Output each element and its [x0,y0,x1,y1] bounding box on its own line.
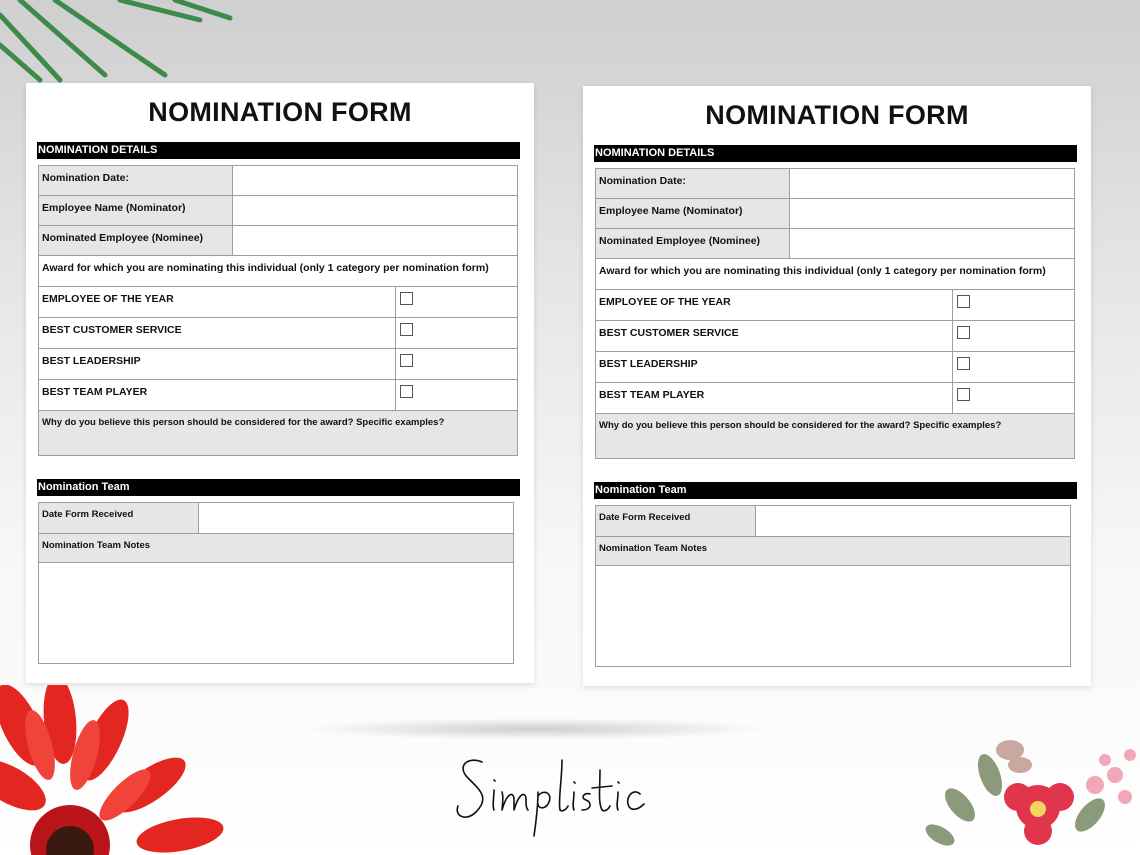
simplistic-script-logo [450,740,650,840]
form-title: NOMINATION FORM [148,97,412,127]
category-label: BEST TEAM PLAYER [595,382,953,414]
team-notes-label: Nomination Team Notes [38,533,514,563]
category-checkbox-cell [395,317,518,349]
date-received-label: Date Form Received [38,502,199,534]
category-label: BEST CUSTOMER SERVICE [595,320,953,352]
checkbox[interactable] [957,388,970,401]
checkbox[interactable] [957,326,970,339]
nomination-date-label: Nomination Date: [595,168,790,199]
category-label: BEST LEADERSHIP [595,351,953,383]
date-received-field[interactable] [755,505,1071,537]
checkbox[interactable] [957,357,970,370]
section-header-nomination-team: Nomination Team [594,482,1077,499]
category-label: BEST LEADERSHIP [38,348,396,380]
category-checkbox-cell [952,320,1075,352]
award-instruction: Award for which you are nominating this individual (only 1 category per nomination form) [38,255,518,287]
nominee-label: Nominated Employee (Nominee) [595,228,790,259]
category-label: BEST CUSTOMER SERVICE [38,317,396,349]
section-header-nomination-details: NOMINATION DETAILS [594,145,1077,162]
checkbox[interactable] [400,292,413,305]
nominator-field[interactable] [789,198,1075,229]
nominee-field[interactable] [789,228,1075,259]
nominator-field[interactable] [232,195,518,226]
category-checkbox-cell [395,379,518,411]
team-notes-label: Nomination Team Notes [595,536,1071,566]
checkbox[interactable] [400,354,413,367]
nominator-label: Employee Name (Nominator) [595,198,790,229]
nominator-label: Employee Name (Nominator) [38,195,233,226]
date-received-field[interactable] [198,502,514,534]
team-notes-field[interactable] [38,562,514,664]
checkbox[interactable] [957,295,970,308]
pink-flower-decoration [920,735,1140,855]
nominee-field[interactable] [232,225,518,256]
category-label: EMPLOYEE OF THE YEAR [38,286,396,318]
category-label: BEST TEAM PLAYER [38,379,396,411]
nomination-date-field[interactable] [789,168,1075,199]
checkbox[interactable] [400,323,413,336]
why-label: Why do you believe this person should be considered for the award? Specific examples? [595,413,1075,459]
date-received-label: Date Form Received [595,505,756,537]
category-checkbox-cell [952,351,1075,383]
why-label: Why do you believe this person should be considered for the award? Specific examples? [38,410,518,456]
category-checkbox-cell [952,382,1075,414]
award-instruction: Award for which you are nominating this individual (only 1 category per nomination form) [595,258,1075,290]
section-header-nomination-details: NOMINATION DETAILS [37,142,520,159]
nomination-date-label: Nomination Date: [38,165,233,196]
team-notes-field[interactable] [595,565,1071,667]
category-checkbox-cell [952,289,1075,321]
category-label: EMPLOYEE OF THE YEAR [595,289,953,321]
nominee-label: Nominated Employee (Nominee) [38,225,233,256]
nomination-date-field[interactable] [232,165,518,196]
form-title: NOMINATION FORM [705,100,969,130]
red-flower-decoration [0,685,240,855]
category-checkbox-cell [395,348,518,380]
nomination-form-page-right [583,86,1091,686]
nomination-form-page-left [26,83,534,683]
page-shadow [300,718,770,740]
checkbox[interactable] [400,385,413,398]
section-header-nomination-team: Nomination Team [37,479,520,496]
category-checkbox-cell [395,286,518,318]
